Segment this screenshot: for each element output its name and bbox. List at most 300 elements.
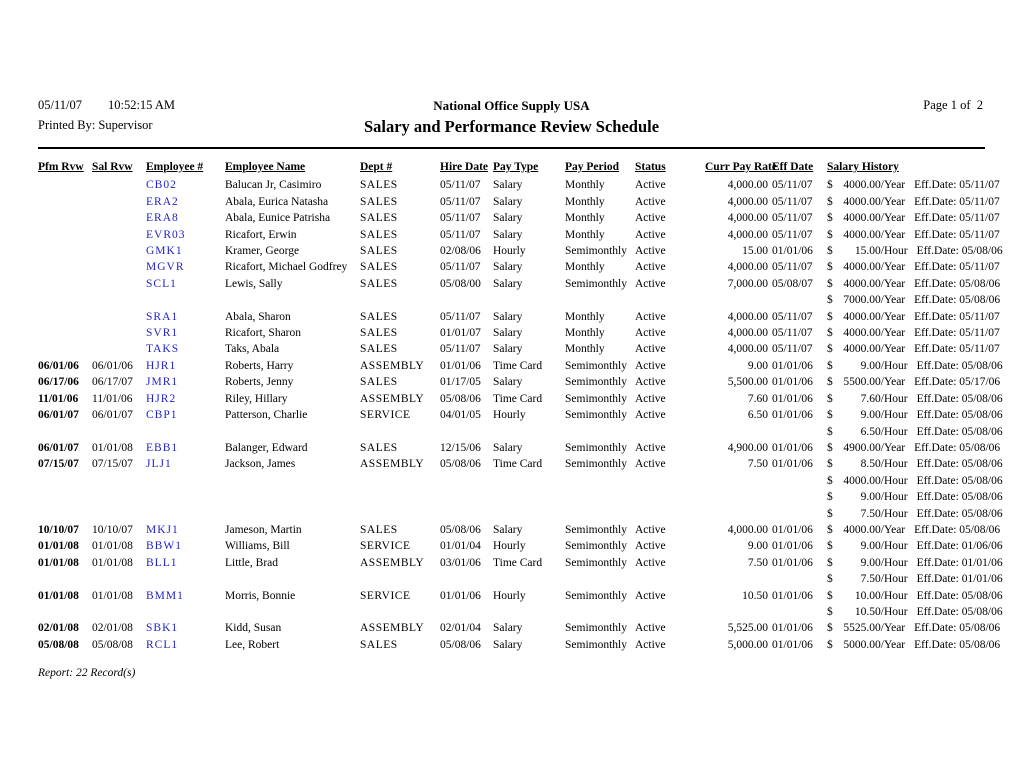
- history-amount: 9.00: [860, 491, 881, 504]
- cell-pay-type: Salary: [493, 441, 523, 454]
- salary-history-line: [827, 309, 1000, 325]
- salary-history-line: [827, 177, 1000, 193]
- cell-sal-review-date: 06/01/07: [92, 409, 133, 422]
- cell-curr-pay-rate: 4,000.00: [727, 523, 768, 536]
- cell-pay-period: Semimonthly: [565, 376, 627, 389]
- history-amount: 4000.00: [843, 228, 881, 241]
- history-eff-date: Eff.Date: 05/08/06: [914, 523, 1001, 536]
- cell-dept: SALES: [360, 245, 398, 258]
- cell-employee-number-link[interactable]: MKJ1: [146, 523, 179, 536]
- cell-employee-number-link[interactable]: EBB1: [146, 441, 179, 454]
- cell-curr-pay-rate: 4,000.00: [727, 195, 768, 208]
- cell-pay-type: Hourly: [493, 589, 526, 602]
- history-unit: /Year: [880, 441, 906, 454]
- cell-pfm-review-date: 06/01/06: [38, 359, 79, 372]
- column-header-pfm-rvw: Pfm Rvw: [38, 161, 84, 173]
- cell-pay-period: Monthly: [565, 179, 605, 192]
- cell-pay-period: Semimonthly: [565, 589, 627, 602]
- currency-symbol: $: [827, 409, 833, 422]
- cell-rate-eff-date: 05/11/07: [772, 343, 813, 356]
- cell-sal-review-date: 01/01/08: [92, 441, 133, 454]
- cell-employee-number-link[interactable]: TAKS: [146, 343, 180, 356]
- cell-pay-type: Hourly: [493, 245, 526, 258]
- cell-employee-name: Morris, Bonnie: [225, 589, 296, 602]
- currency-symbol: $: [827, 458, 833, 471]
- history-unit: /Hour: [880, 556, 908, 569]
- history-unit: /Hour: [880, 359, 908, 372]
- salary-history-line: [827, 555, 1003, 571]
- cell-pfm-review-date: 01/01/08: [38, 556, 79, 569]
- cell-pay-type: Hourly: [493, 409, 526, 422]
- cell-pfm-review-date: 01/01/08: [38, 589, 79, 602]
- cell-dept: ASSEMBLY: [360, 458, 425, 471]
- report-title: Salary and Performance Review Schedule: [363, 117, 660, 136]
- cell-hire-date: 03/01/06: [440, 556, 481, 569]
- table-row: [38, 177, 1000, 193]
- currency-symbol: $: [827, 245, 833, 258]
- cell-rate-eff-date: 05/11/07: [772, 195, 813, 208]
- history-amount: 9.00: [860, 409, 881, 422]
- cell-curr-pay-rate: 7.60: [747, 392, 768, 405]
- cell-rate-eff-date: 01/01/06: [772, 376, 813, 389]
- salary-history-line: [827, 588, 1003, 604]
- cell-employee-name: Little, Brad: [225, 556, 279, 569]
- salary-history-line: [827, 259, 1000, 275]
- cell-rate-eff-date: 01/01/06: [772, 622, 813, 635]
- currency-symbol: $: [827, 376, 833, 389]
- history-amount: 4900.00: [843, 441, 881, 454]
- cell-status: Active: [635, 589, 666, 602]
- cell-status: Active: [635, 277, 666, 290]
- cell-employee-number-link[interactable]: BMM1: [146, 589, 184, 602]
- report-title-block: [38, 98, 985, 137]
- cell-rate-eff-date: 05/11/07: [772, 310, 813, 323]
- cell-employee-number-link[interactable]: ERA2: [146, 195, 179, 208]
- table-row: [38, 341, 1000, 357]
- salary-history-line: [827, 571, 1003, 587]
- salary-history-line: [827, 292, 1000, 308]
- cell-pay-period: Semimonthly: [565, 392, 627, 405]
- cell-employee-name: Lee, Robert: [225, 638, 280, 651]
- cell-hire-date: 01/01/06: [440, 589, 481, 602]
- cell-pay-period: Semimonthly: [565, 638, 627, 651]
- cell-employee-number-link[interactable]: SCL1: [146, 277, 177, 290]
- history-amount: 15.00: [854, 245, 881, 258]
- history-amount: 4000.00: [843, 310, 881, 323]
- cell-employee-number-link[interactable]: GMK1: [146, 245, 183, 258]
- cell-pay-period: Monthly: [565, 327, 605, 340]
- cell-dept: SALES: [360, 638, 398, 651]
- cell-sal-review-date: 06/01/06: [92, 359, 133, 372]
- cell-employee-number-link[interactable]: MGVR: [146, 261, 185, 274]
- cell-employee-number-link[interactable]: SBK1: [146, 622, 179, 635]
- cell-rate-eff-date: 01/01/06: [772, 359, 813, 372]
- cell-rate-eff-date: 05/11/07: [772, 179, 813, 192]
- cell-curr-pay-rate: 7.50: [747, 556, 768, 569]
- cell-pfm-review-date: [38, 243, 92, 259]
- history-unit: /Year: [880, 277, 906, 290]
- cell-dept: SALES: [360, 212, 398, 225]
- salary-history-line: [827, 276, 1000, 292]
- cell-employee-number-link[interactable]: SRA1: [146, 310, 179, 323]
- cell-hire-date: 05/08/06: [440, 458, 481, 471]
- salary-history-line: [827, 243, 1003, 259]
- cell-salary-history: [827, 276, 1000, 309]
- currency-symbol: $: [827, 327, 833, 340]
- history-eff-date: Eff.Date: 05/11/07: [914, 212, 1000, 225]
- cell-employee-name: Abala, Sharon: [225, 310, 291, 323]
- history-eff-date: Eff.Date: 05/11/07: [914, 228, 1000, 241]
- history-unit: /Hour: [880, 474, 908, 487]
- cell-curr-pay-rate: 4,000.00: [727, 310, 768, 323]
- cell-sal-review-date: [92, 210, 146, 226]
- history-amount: 9.00: [860, 556, 881, 569]
- cell-sal-review-date: 01/01/08: [92, 589, 133, 602]
- cell-status: Active: [635, 310, 666, 323]
- table-row: [38, 358, 1003, 374]
- cell-employee-number-link[interactable]: JMR1: [146, 376, 179, 389]
- history-unit: /Hour: [880, 245, 908, 258]
- cell-hire-date: 05/11/07: [440, 212, 481, 225]
- cell-employee-name: Kramer, George: [225, 245, 300, 258]
- table-row: [38, 243, 1003, 259]
- cell-rate-eff-date: 05/11/07: [772, 261, 813, 274]
- cell-dept: SALES: [360, 523, 398, 536]
- cell-sal-review-date: [92, 177, 146, 193]
- cell-employee-name: Roberts, Harry: [225, 359, 294, 372]
- cell-status: Active: [635, 359, 666, 372]
- history-eff-date: Eff.Date: 05/08/06: [916, 605, 1003, 618]
- cell-salary-history: [827, 588, 1003, 621]
- cell-salary-history: [827, 341, 1000, 357]
- salary-history-line: [827, 456, 1003, 472]
- cell-pay-type: Salary: [493, 277, 523, 290]
- cell-pay-type: Salary: [493, 261, 523, 274]
- cell-salary-history: [827, 259, 1000, 275]
- cell-status: Active: [635, 343, 666, 356]
- salary-history-line: [827, 440, 1000, 456]
- currency-symbol: $: [827, 507, 833, 520]
- cell-pfm-review-date: 06/01/07: [38, 441, 79, 454]
- cell-curr-pay-rate: 6.50: [747, 409, 768, 422]
- cell-pay-type: Salary: [493, 523, 523, 536]
- cell-salary-history: [827, 374, 1000, 390]
- report-body: [38, 98, 1003, 680]
- cell-salary-history: [827, 243, 1003, 259]
- history-unit: /Hour: [880, 392, 908, 405]
- history-amount: 7.60: [860, 392, 881, 405]
- cell-pay-period: Semimonthly: [565, 622, 627, 635]
- cell-pfm-review-date: [38, 194, 92, 210]
- history-eff-date: Eff.Date: 05/11/07: [914, 179, 1000, 192]
- cell-employee-number-link[interactable]: EVR03: [146, 228, 186, 241]
- cell-pay-period: Semimonthly: [565, 458, 627, 471]
- history-amount: 7000.00: [843, 294, 881, 307]
- history-eff-date: Eff.Date: 05/08/06: [914, 441, 1001, 454]
- salary-history-line: [827, 374, 1000, 390]
- salary-history-line: [827, 424, 1003, 440]
- history-eff-date: Eff.Date: 05/08/06: [916, 589, 1003, 602]
- column-header-dept: Dept #: [360, 161, 393, 173]
- cell-pay-period: Semimonthly: [565, 441, 627, 454]
- record-count-footer: Report: 22 Record(s): [38, 667, 136, 680]
- history-unit: /Year: [880, 622, 906, 635]
- cell-pay-type: Time Card: [493, 458, 543, 471]
- cell-sal-review-date: 10/10/07: [92, 523, 133, 536]
- column-header-status: Status: [635, 161, 666, 173]
- currency-symbol: $: [827, 605, 833, 618]
- history-eff-date: Eff.Date: 01/01/06: [916, 573, 1003, 586]
- currency-symbol: $: [827, 556, 833, 569]
- cell-salary-history: [827, 227, 1000, 243]
- history-unit: /Hour: [880, 507, 908, 520]
- cell-sal-review-date: [92, 227, 146, 243]
- history-amount: 4000.00: [843, 212, 881, 225]
- history-eff-date: Eff.Date: 05/08/06: [914, 277, 1001, 290]
- salary-history-line: [827, 604, 1003, 620]
- history-unit: /Hour: [880, 573, 908, 586]
- salary-history-line: [827, 473, 1003, 489]
- cell-employee-number-link[interactable]: JLJ1: [146, 458, 172, 471]
- table-row: [38, 588, 1003, 621]
- cell-hire-date: 05/11/07: [440, 261, 481, 274]
- currency-symbol: $: [827, 622, 833, 635]
- cell-employee-number-link[interactable]: CBP1: [146, 409, 178, 422]
- history-unit: /Year: [880, 212, 906, 225]
- cell-sal-review-date: [92, 276, 146, 309]
- salary-history-line: [827, 489, 1003, 505]
- cell-employee-number-link[interactable]: CB02: [146, 179, 177, 192]
- cell-dept: SERVICE: [360, 409, 411, 422]
- cell-curr-pay-rate: 5,000.00: [727, 638, 768, 651]
- cell-employee-number-link[interactable]: BLL1: [146, 556, 178, 569]
- salary-history-line: [827, 227, 1000, 243]
- history-eff-date: Eff.Date: 05/08/06: [916, 359, 1003, 372]
- cell-dept: SALES: [360, 195, 398, 208]
- history-eff-date: Eff.Date: 05/08/06: [916, 392, 1003, 405]
- currency-symbol: $: [827, 425, 833, 438]
- cell-salary-history: [827, 620, 1000, 636]
- cell-curr-pay-rate: 4,000.00: [727, 212, 768, 225]
- cell-pfm-review-date: [38, 309, 92, 325]
- history-unit: /Year: [880, 343, 906, 356]
- cell-rate-eff-date: 05/08/07: [772, 277, 813, 290]
- cell-hire-date: 05/11/07: [440, 179, 481, 192]
- cell-employee-number-link[interactable]: RCL1: [146, 638, 179, 651]
- cell-status: Active: [635, 179, 666, 192]
- cell-salary-history: [827, 522, 1000, 538]
- cell-hire-date: 05/08/06: [440, 638, 481, 651]
- cell-pfm-review-date: [38, 227, 92, 243]
- cell-status: Active: [635, 245, 666, 258]
- cell-pay-type: Salary: [493, 212, 523, 225]
- history-eff-date: Eff.Date: 05/11/07: [914, 261, 1000, 274]
- cell-employee-number-link[interactable]: BBW1: [146, 540, 182, 553]
- cell-employee-name: Balucan Jr, Casimiro: [225, 179, 322, 192]
- cell-employee-name: Riley, Hillary: [225, 392, 288, 405]
- currency-symbol: $: [827, 474, 833, 487]
- cell-employee-name: Lewis, Sally: [225, 277, 283, 290]
- table-row: [38, 538, 1003, 554]
- history-amount: 10.50: [854, 605, 881, 618]
- cell-hire-date: 01/01/07: [440, 327, 481, 340]
- cell-employee-name: Taks, Abala: [225, 343, 280, 356]
- cell-hire-date: 01/01/06: [440, 359, 481, 372]
- cell-pfm-review-date: [38, 325, 92, 341]
- cell-pay-period: Semimonthly: [565, 359, 627, 372]
- currency-symbol: $: [827, 523, 833, 536]
- history-amount: 7.50: [860, 573, 881, 586]
- history-unit: /Year: [880, 179, 906, 192]
- cell-curr-pay-rate: 4,000.00: [727, 179, 768, 192]
- cell-dept: ASSEMBLY: [360, 359, 425, 372]
- cell-salary-history: [827, 637, 1000, 653]
- history-eff-date: Eff.Date: 05/08/06: [916, 245, 1003, 258]
- cell-status: Active: [635, 523, 666, 536]
- history-amount: 8.50: [860, 458, 881, 471]
- cell-status: Active: [635, 327, 666, 340]
- cell-sal-review-date: [92, 194, 146, 210]
- cell-pfm-review-date: [38, 259, 92, 275]
- cell-pay-type: Salary: [493, 310, 523, 323]
- cell-hire-date: 04/01/05: [440, 409, 481, 422]
- cell-pfm-review-date: [38, 276, 92, 309]
- cell-dept: SALES: [360, 327, 398, 340]
- cell-dept: SALES: [360, 343, 398, 356]
- history-eff-date: Eff.Date: 05/08/06: [916, 507, 1003, 520]
- cell-hire-date: 05/11/07: [440, 343, 481, 356]
- cell-employee-name: Williams, Bill: [225, 540, 290, 553]
- cell-employee-number-link[interactable]: SVR1: [146, 327, 179, 340]
- cell-curr-pay-rate: 5,500.00: [727, 376, 768, 389]
- cell-rate-eff-date: 01/01/06: [772, 441, 813, 454]
- history-amount: 9.00: [860, 359, 881, 372]
- table-row: [38, 227, 1000, 243]
- salary-history-line: [827, 522, 1000, 538]
- currency-symbol: $: [827, 294, 833, 307]
- currency-symbol: $: [827, 359, 833, 372]
- cell-hire-date: 12/15/06: [440, 441, 481, 454]
- cell-salary-history: [827, 538, 1003, 554]
- cell-rate-eff-date: 01/01/06: [772, 245, 813, 258]
- cell-salary-history: [827, 194, 1000, 210]
- cell-dept: SALES: [360, 277, 398, 290]
- cell-curr-pay-rate: 4,900.00: [727, 441, 768, 454]
- cell-pfm-review-date: 07/15/07: [38, 458, 79, 471]
- table-row: [38, 456, 1003, 522]
- history-unit: /Hour: [880, 540, 908, 553]
- column-header-sal-rvw: Sal Rvw: [92, 161, 133, 173]
- cell-pay-period: Semimonthly: [565, 245, 627, 258]
- cell-dept: ASSEMBLY: [360, 392, 425, 405]
- history-eff-date: Eff.Date: 05/11/07: [914, 327, 1000, 340]
- cell-salary-history: [827, 407, 1003, 440]
- history-amount: 4000.00: [843, 277, 881, 290]
- print-time: 10:52:15 AM: [107, 98, 176, 112]
- cell-dept: SALES: [360, 310, 398, 323]
- cell-pay-period: Monthly: [565, 195, 605, 208]
- cell-pay-period: Semimonthly: [565, 523, 627, 536]
- cell-pay-type: Salary: [493, 179, 523, 192]
- table-row: [38, 309, 1000, 325]
- report-table: [38, 177, 1003, 653]
- history-unit: /Hour: [880, 409, 908, 422]
- cell-pfm-review-date: 02/01/08: [38, 622, 79, 635]
- salary-history-line: [827, 358, 1003, 374]
- cell-hire-date: 01/17/05: [440, 376, 481, 389]
- cell-curr-pay-rate: 4,000.00: [727, 327, 768, 340]
- history-eff-date: Eff.Date: 05/11/07: [914, 343, 1000, 356]
- cell-status: Active: [635, 409, 666, 422]
- cell-employee-number-link[interactable]: HJR1: [146, 359, 177, 372]
- cell-pay-period: Monthly: [565, 343, 605, 356]
- salary-history-line: [827, 538, 1003, 554]
- cell-salary-history: [827, 177, 1000, 193]
- cell-sal-review-date: 06/17/07: [92, 376, 133, 389]
- cell-sal-review-date: 01/01/08: [92, 556, 133, 569]
- salary-history-line: [827, 194, 1000, 210]
- cell-status: Active: [635, 212, 666, 225]
- currency-symbol: $: [827, 228, 833, 241]
- history-eff-date: Eff.Date: 05/08/06: [914, 622, 1001, 635]
- history-amount: 10.00: [854, 589, 881, 602]
- cell-status: Active: [635, 195, 666, 208]
- cell-hire-date: 05/11/07: [440, 228, 481, 241]
- cell-employee-name: Balanger, Edward: [225, 441, 308, 454]
- cell-pay-type: Salary: [493, 327, 523, 340]
- cell-curr-pay-rate: 7.50: [747, 458, 768, 471]
- page-indicator: Page 1 of 2: [923, 98, 983, 112]
- currency-symbol: $: [827, 179, 833, 192]
- cell-status: Active: [635, 376, 666, 389]
- history-eff-date: Eff.Date: 05/08/06: [916, 491, 1003, 504]
- cell-sal-review-date: 01/01/08: [92, 540, 133, 553]
- history-eff-date: Eff.Date: 05/08/06: [914, 294, 1001, 307]
- cell-rate-eff-date: 01/01/06: [772, 523, 813, 536]
- cell-status: Active: [635, 556, 666, 569]
- cell-curr-pay-rate: 9.00: [747, 540, 768, 553]
- currency-symbol: $: [827, 195, 833, 208]
- currency-symbol: $: [827, 491, 833, 504]
- cell-salary-history: [827, 440, 1000, 456]
- history-unit: /Year: [880, 310, 906, 323]
- cell-salary-history: [827, 325, 1000, 341]
- cell-employee-name: Ricafort, Erwin: [225, 228, 297, 241]
- currency-symbol: $: [827, 392, 833, 405]
- cell-rate-eff-date: 01/01/06: [772, 458, 813, 471]
- cell-pay-type: Time Card: [493, 392, 543, 405]
- company-name: National Office Supply USA: [433, 98, 590, 113]
- cell-status: Active: [635, 261, 666, 274]
- column-header-eff-date: Eff Date: [772, 161, 814, 173]
- cell-rate-eff-date: 01/01/06: [772, 409, 813, 422]
- cell-dept: SALES: [360, 179, 398, 192]
- cell-pfm-review-date: 05/08/08: [38, 638, 79, 651]
- salary-history-line: [827, 506, 1003, 522]
- cell-pfm-review-date: 01/01/08: [38, 540, 79, 553]
- salary-history-line: [827, 637, 1000, 653]
- history-eff-date: Eff.Date: 05/08/06: [916, 474, 1003, 487]
- cell-curr-pay-rate: 10.50: [742, 589, 768, 602]
- cell-employee-name: Kidd, Susan: [225, 622, 282, 635]
- history-unit: /Year: [880, 523, 906, 536]
- cell-employee-number-link[interactable]: HJR2: [146, 392, 177, 405]
- cell-pfm-review-date: 11/01/06: [38, 392, 79, 405]
- cell-employee-name: Abala, Eunice Patrisha: [225, 212, 331, 225]
- cell-employee-number-link[interactable]: ERA8: [146, 212, 179, 225]
- cell-rate-eff-date: 01/01/06: [772, 392, 813, 405]
- history-eff-date: Eff.Date: 05/11/07: [914, 195, 1000, 208]
